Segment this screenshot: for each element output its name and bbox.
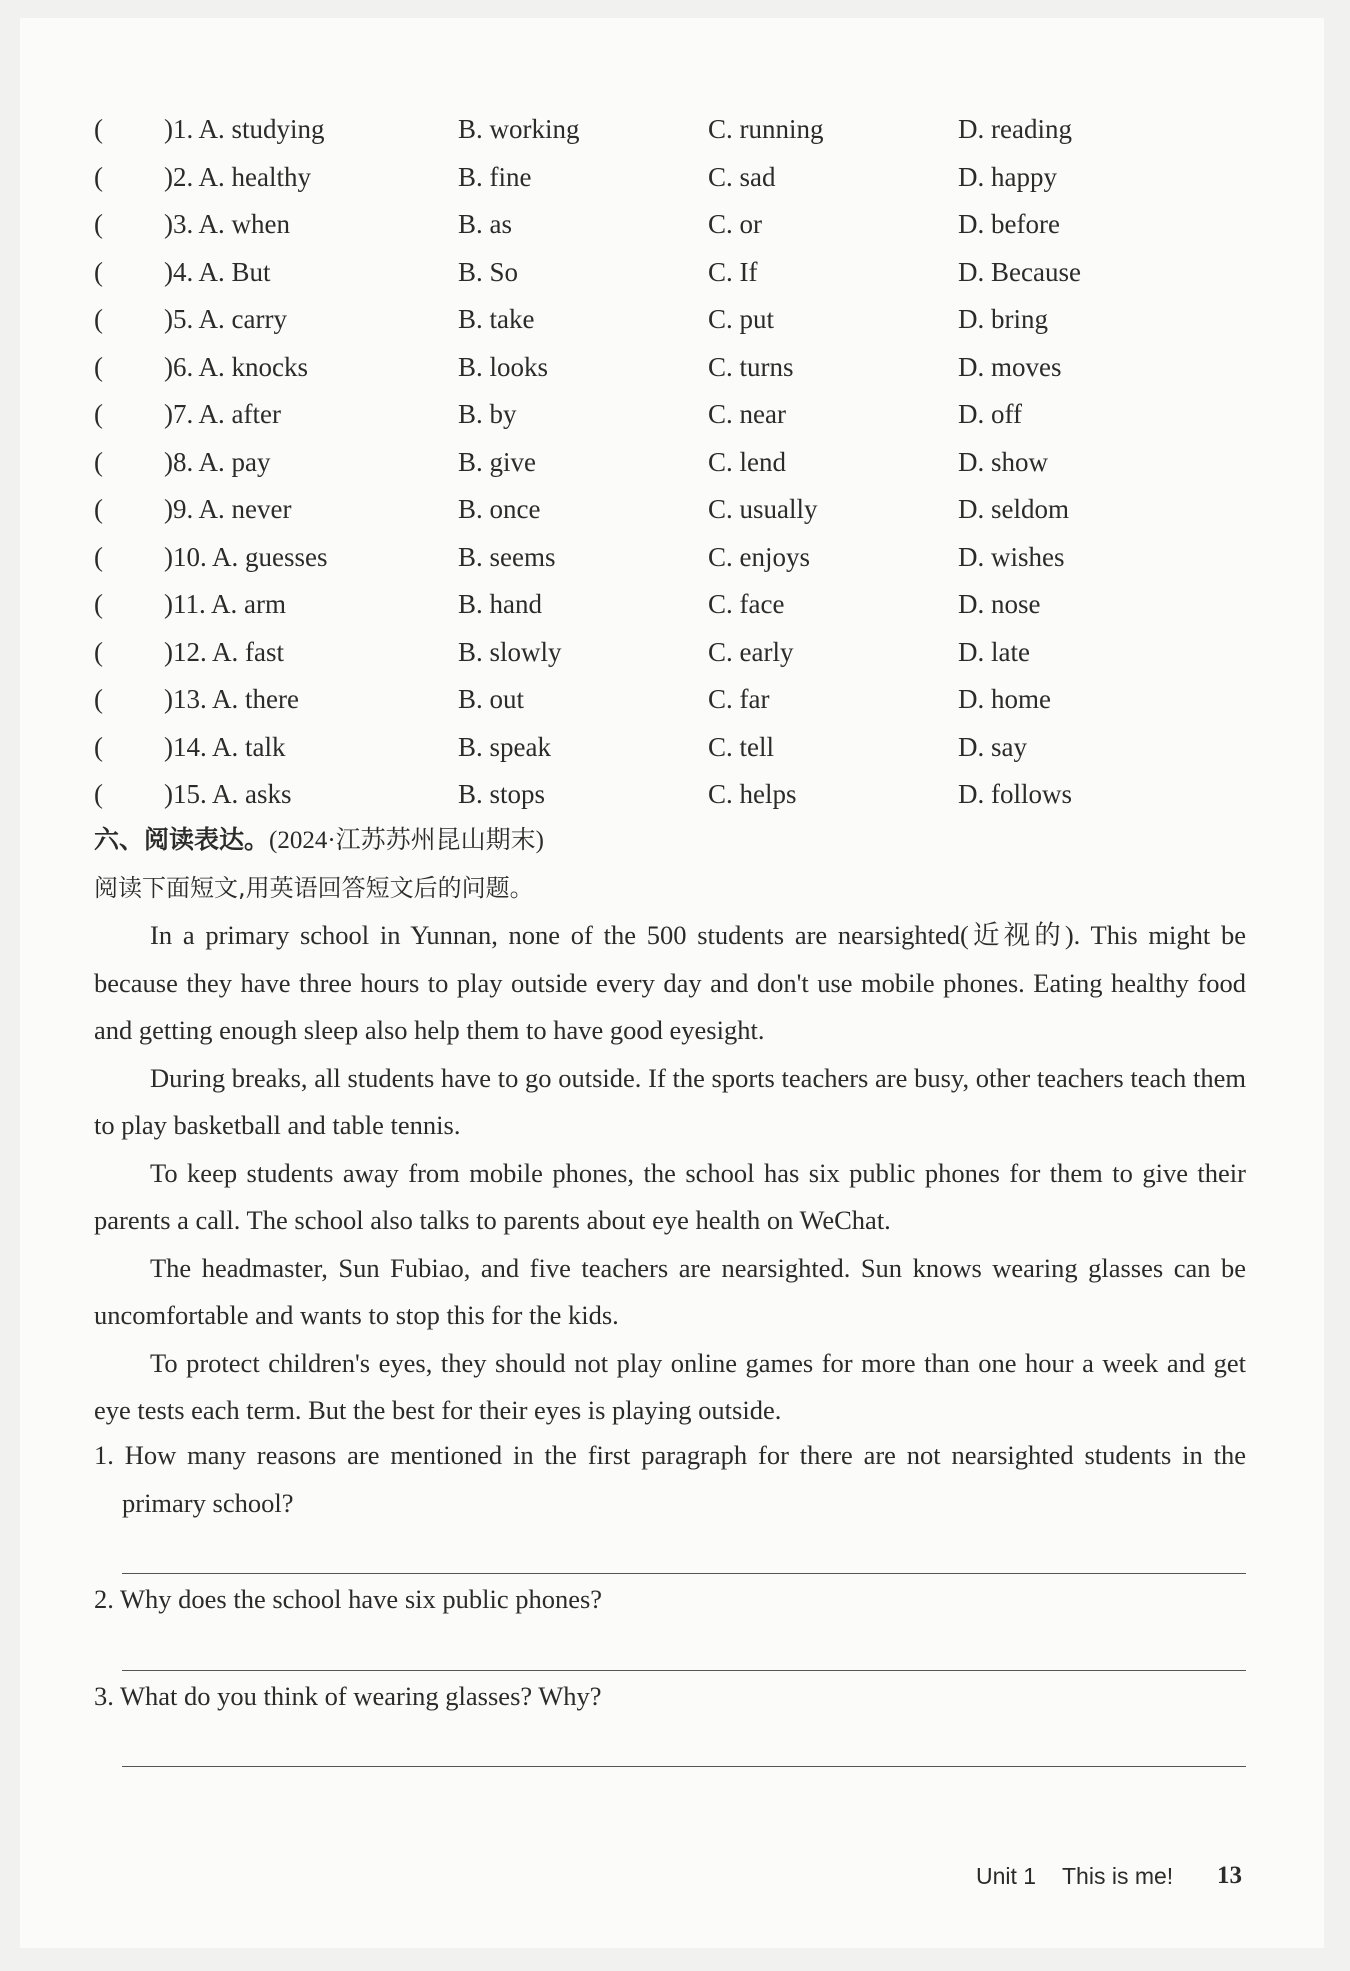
- option-c: C. helps: [708, 779, 797, 809]
- option-a: )2. A. healthy: [164, 161, 311, 192]
- footer-unit: Unit 1: [976, 1863, 1037, 1889]
- option-d: D. home: [958, 684, 1051, 714]
- option-c: C. usually: [708, 494, 818, 524]
- option-a: )7. A. after: [164, 399, 281, 429]
- answer-blank: (: [94, 114, 103, 144]
- option-a: )5. A. carry: [164, 304, 287, 334]
- reading-passage: [94, 912, 1246, 1435]
- section-heading: [94, 820, 544, 861]
- multiple-choice-list: [94, 106, 1274, 819]
- section-source: (2024·江苏苏州昆山期末): [269, 827, 544, 854]
- answer-blank: (: [94, 494, 103, 524]
- passage-paragraph: The headmaster, Sun Fubiao, and five teachers are nearsighted. Sun knows wearing glasses can be uncomfortable and wants to stop this for the kids.: [94, 1252, 1246, 1330]
- option-a: )14. A. talk: [164, 731, 286, 762]
- option-b: B. slowly: [458, 636, 562, 667]
- option-d: D. wishes: [958, 541, 1065, 572]
- answer-blank: (: [94, 589, 103, 619]
- option-d: D. seldom: [958, 494, 1069, 524]
- option-c: C. sad: [708, 161, 776, 192]
- answer-blank: (: [94, 304, 103, 334]
- option-c: C. early: [708, 636, 794, 667]
- option-b: B. as: [458, 209, 512, 239]
- choice-row: [94, 249, 1274, 297]
- option-d: D. moves: [958, 351, 1062, 382]
- option-c: C. far: [708, 684, 770, 714]
- option-d: D. before: [958, 209, 1060, 239]
- option-d: D. follows: [958, 779, 1072, 809]
- option-d: D. bring: [958, 304, 1048, 334]
- option-c: C. enjoys: [708, 541, 811, 572]
- choice-row: [94, 534, 1274, 582]
- question: 1. How many reasons are mentioned in the first paragraph for there are not nearsighted students in the primary school?: [94, 1440, 1246, 1518]
- option-d: D. Because: [958, 256, 1081, 287]
- answer-line[interactable]: [122, 1527, 1246, 1574]
- question: 3. What do you think of wearing glasses? Why?: [94, 1680, 602, 1711]
- option-a: )4. A. But: [164, 256, 271, 287]
- option-b: B. give: [458, 446, 536, 477]
- page-number: 13: [1217, 1862, 1242, 1889]
- question: 2. Why does the school have six public phones?: [94, 1584, 603, 1614]
- passage-paragraph: In a primary school in Yunnan, none of the 500 students are nearsighted(近视的). This might be because they have three hours to play outside every day and don't use mobile phones. Eating healthy food and getting enough sleep also help them to have good eyesight.: [94, 920, 1246, 1045]
- option-a: )3. A. when: [164, 209, 290, 239]
- option-b: B. speak: [458, 731, 551, 762]
- option-d: D. late: [958, 636, 1030, 667]
- option-d: D. say: [958, 731, 1027, 762]
- option-a: )10. A. guesses: [164, 541, 328, 572]
- option-a: )8. A. pay: [164, 446, 271, 477]
- option-b: B. by: [458, 399, 517, 429]
- answer-blank: (: [94, 161, 103, 192]
- choice-row: [94, 201, 1274, 249]
- option-d: D. reading: [958, 114, 1072, 144]
- choice-row: [94, 486, 1274, 534]
- answer-line[interactable]: [122, 1624, 1246, 1671]
- answer-line[interactable]: [122, 1720, 1246, 1767]
- passage-paragraph: To protect children's eyes, they should not play online games for more than one hour a week and get eye tests each term. But the best for their eyes is playing outside.: [94, 1347, 1246, 1425]
- option-b: B. stops: [458, 779, 546, 809]
- section-title: 六、阅读表达。: [94, 825, 270, 854]
- option-d: D. nose: [958, 589, 1041, 619]
- option-a: )12. A. fast: [164, 636, 284, 667]
- choice-row: [94, 676, 1274, 724]
- choice-row: [94, 296, 1274, 344]
- answer-blank: (: [94, 209, 103, 239]
- option-b: B. seems: [458, 541, 556, 572]
- option-c: C. turns: [708, 351, 794, 382]
- option-b: B. So: [458, 256, 519, 287]
- option-b: B. working: [458, 114, 580, 144]
- option-c: C. put: [708, 304, 775, 334]
- option-b: B. out: [458, 684, 525, 714]
- answer-blank: (: [94, 399, 103, 429]
- option-a: )1. A. studying: [164, 114, 325, 144]
- option-c: C. near: [708, 399, 786, 429]
- option-d: D. show: [958, 446, 1049, 477]
- workbook-page: [20, 18, 1324, 1948]
- option-c: C. lend: [708, 446, 786, 477]
- option-a: )11. A. arm: [164, 589, 286, 619]
- option-c: C. running: [708, 114, 824, 144]
- passage-paragraph: To keep students away from mobile phones, the school has six public phones for them to give their parents a call. The school also talks to parents about eye health on WeChat.: [94, 1157, 1246, 1235]
- option-b: B. take: [458, 304, 535, 334]
- option-b: B. once: [458, 494, 541, 524]
- option-c: C. If: [708, 256, 758, 287]
- answer-blank: (: [94, 636, 103, 667]
- question-list: [94, 1432, 1246, 1769]
- choice-row: [94, 106, 1274, 154]
- passage-paragraph: During breaks, all students have to go outside. If the sports teachers are busy, other teachers teach them to play basketball and table tennis.: [94, 1062, 1246, 1140]
- answer-blank: (: [94, 684, 103, 714]
- page-footer: [976, 1856, 1242, 1896]
- choice-row: [94, 724, 1274, 772]
- answer-blank: (: [94, 731, 103, 762]
- option-a: )9. A. never: [164, 494, 292, 524]
- option-c: C. tell: [708, 731, 774, 762]
- choice-row: [94, 439, 1274, 487]
- choice-row: [94, 629, 1274, 677]
- choice-row: [94, 391, 1274, 439]
- option-c: C. or: [708, 209, 762, 239]
- option-a: )6. A. knocks: [164, 351, 308, 382]
- answer-blank: (: [94, 351, 103, 382]
- answer-blank: (: [94, 541, 103, 572]
- choice-row: [94, 581, 1274, 629]
- choice-row: [94, 771, 1274, 819]
- answer-blank: (: [94, 256, 103, 287]
- option-a: )15. A. asks: [164, 779, 292, 809]
- option-d: D. off: [958, 399, 1022, 429]
- choice-row: [94, 344, 1274, 392]
- option-b: B. looks: [458, 351, 549, 382]
- section-instruction: 阅读下面短文,用英语回答短文后的问题。: [94, 874, 534, 902]
- option-a: )13. A. there: [164, 684, 299, 714]
- choice-row: [94, 154, 1274, 202]
- answer-blank: (: [94, 779, 103, 809]
- answer-blank: (: [94, 446, 103, 477]
- option-b: B. fine: [458, 161, 532, 192]
- option-c: C. face: [708, 589, 785, 619]
- option-b: B. hand: [458, 589, 542, 619]
- option-d: D. happy: [958, 161, 1057, 192]
- footer-title: This is me!: [1062, 1863, 1174, 1889]
